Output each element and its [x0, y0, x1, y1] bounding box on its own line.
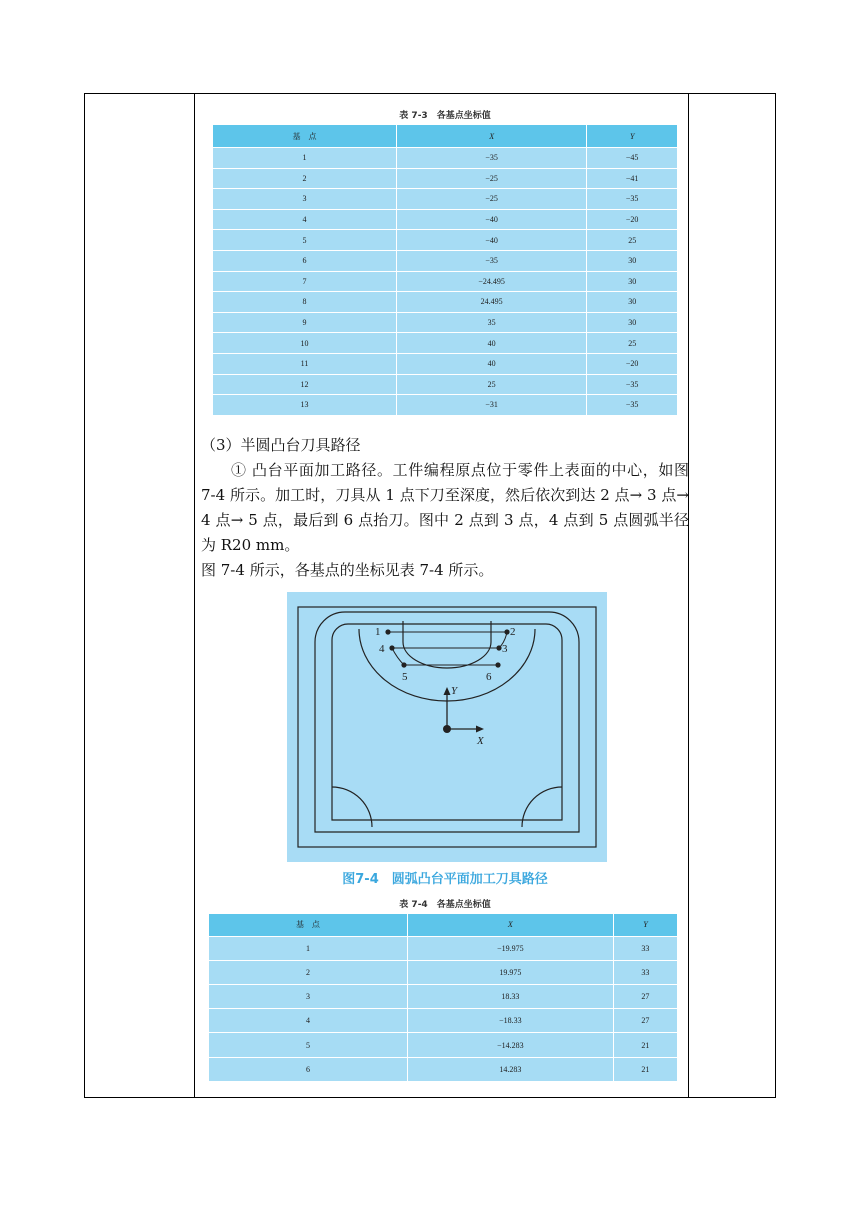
point-cell: 9	[213, 312, 396, 333]
point-cell: 3	[209, 985, 407, 1009]
body-line: 图 7-4 所示，各基点的坐标见表 7-4 所示。	[201, 560, 494, 579]
table-7-3-caption: 表 7-3 各基点坐标值	[399, 111, 491, 121]
table-row	[213, 250, 677, 271]
y-cell: −41	[587, 168, 677, 189]
x-cell: 40	[396, 353, 586, 374]
point-cell: 1	[209, 936, 407, 960]
x-cell: −35	[396, 250, 586, 271]
table-header-row	[209, 914, 677, 937]
x-cell: 18.33	[407, 985, 613, 1009]
toolpath-diagram	[287, 592, 607, 862]
table-7-3	[213, 125, 677, 415]
table-7-4	[209, 914, 677, 1081]
header-x: X	[407, 914, 613, 937]
x-cell: 40	[396, 333, 586, 354]
y-cell: 25	[587, 230, 677, 251]
table-row	[209, 936, 677, 960]
x-cell: −35	[396, 148, 586, 169]
y-cell: −35	[587, 395, 677, 415]
x-cell: −18.33	[407, 1009, 613, 1033]
table-row	[209, 985, 677, 1009]
point-cell: 8	[213, 292, 396, 313]
y-cell: −20	[587, 353, 677, 374]
point-cell: 11	[213, 353, 396, 374]
y-cell: 21	[613, 1033, 677, 1057]
left-column-divider	[194, 94, 195, 1097]
y-cell: 27	[613, 985, 677, 1009]
point-cell: 10	[213, 333, 396, 354]
y-cell: −45	[587, 148, 677, 169]
table-row	[213, 312, 677, 333]
label-point-4: 4	[379, 642, 385, 655]
point-cell: 4	[213, 209, 396, 230]
figure-7-4-caption: 图7-4 圆弧凸台平面加工刀具路径	[342, 871, 548, 887]
x-cell: 24.495	[396, 292, 586, 313]
point-cell: 4	[209, 1009, 407, 1033]
table-row	[213, 271, 677, 292]
table-row	[213, 292, 677, 313]
y-cell: 21	[613, 1057, 677, 1081]
label-point-5: 5	[402, 670, 408, 683]
y-cell: 30	[587, 271, 677, 292]
point-cell: 1	[213, 148, 396, 169]
x-cell: −25	[396, 168, 586, 189]
x-cell: −31	[396, 395, 586, 415]
point-cell: 3	[213, 189, 396, 210]
table-row	[213, 353, 677, 374]
y-cell: −20	[587, 209, 677, 230]
y-cell: −35	[587, 374, 677, 395]
x-cell: 19.975	[407, 960, 613, 984]
x-cell: 14.283	[407, 1057, 613, 1081]
y-cell: 25	[587, 333, 677, 354]
table-row	[213, 148, 677, 169]
label-point-2: 2	[510, 625, 516, 638]
point-cell: 2	[209, 960, 407, 984]
table-row	[209, 1057, 677, 1081]
table-row	[209, 1033, 677, 1057]
header-y: Y	[587, 125, 677, 148]
axis-y-label: Y	[451, 684, 458, 697]
point-cell: 5	[209, 1033, 407, 1057]
header-point: 基 点	[213, 125, 396, 148]
point-cell: 2	[213, 168, 396, 189]
x-cell: −40	[396, 209, 586, 230]
y-cell: 33	[613, 936, 677, 960]
table-row	[213, 395, 677, 415]
point-cell: 12	[213, 374, 396, 395]
point-cell: 5	[213, 230, 396, 251]
point-cell: 13	[213, 395, 396, 415]
label-point-3: 3	[502, 642, 508, 655]
section-heading: （3）半圆凸台刀具路径	[201, 435, 361, 454]
table-row	[209, 1009, 677, 1033]
x-cell: 25	[396, 374, 586, 395]
label-point-6: 6	[486, 670, 492, 683]
y-cell: −35	[587, 189, 677, 210]
y-cell: 30	[587, 312, 677, 333]
table-7-4-caption: 表 7-4 各基点坐标值	[399, 899, 491, 910]
header-y: Y	[613, 914, 677, 937]
figure-7-4	[287, 592, 607, 862]
table-header-row	[213, 125, 677, 148]
table-row	[213, 230, 677, 251]
label-point-1: 1	[375, 625, 381, 638]
x-cell: −25	[396, 189, 586, 210]
table-row	[209, 960, 677, 984]
x-cell: −14.283	[407, 1033, 613, 1057]
y-cell: 27	[613, 1009, 677, 1033]
x-cell: −24.495	[396, 271, 586, 292]
axis-x-label: X	[477, 734, 484, 747]
y-cell: 30	[587, 292, 677, 313]
table-row	[213, 168, 677, 189]
y-cell: 33	[613, 960, 677, 984]
y-cell: 30	[587, 250, 677, 271]
content-cell	[201, 94, 689, 1081]
header-x: X	[396, 125, 586, 148]
x-cell: −19.975	[407, 936, 613, 960]
document-table-frame	[84, 93, 776, 1098]
point-cell: 7	[213, 271, 396, 292]
table-row	[213, 374, 677, 395]
point-cell: 6	[213, 250, 396, 271]
body-paragraph: ① 凸台平面加工路径。工件编程原点位于零件上表面的中心，如图 7-4 所示。加工时，刀具从 1 点下刀至深度，然后依次到达 2 点→ 3 点→ 4 点→ 5 点，最后到 6 点抬刀。图中 2 点到 3 点，4 点到 5 点圆弧半径为 R20 mm。	[201, 460, 689, 554]
x-cell: 35	[396, 312, 586, 333]
table-row	[213, 189, 677, 210]
x-cell: −40	[396, 230, 586, 251]
header-point: 基 点	[209, 914, 407, 937]
table-row	[213, 333, 677, 354]
table-row	[213, 209, 677, 230]
point-cell: 6	[209, 1057, 407, 1081]
